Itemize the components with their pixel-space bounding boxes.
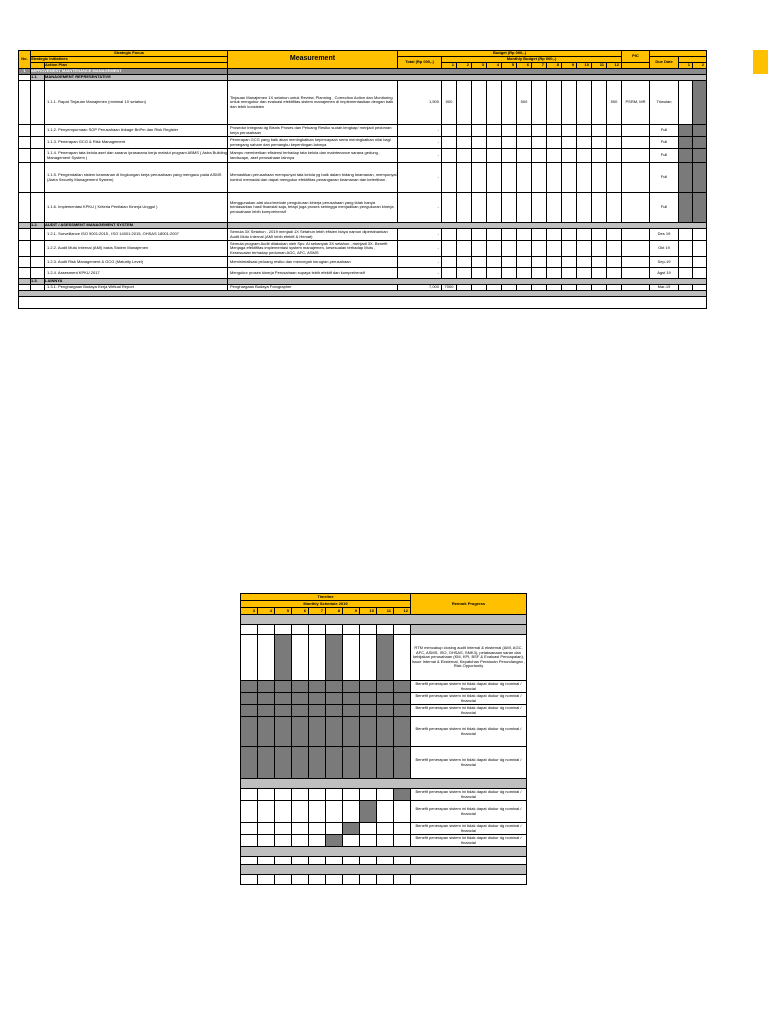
header-due-date: Due Date (650, 57, 679, 69)
section-no: 1 (19, 69, 31, 75)
remark-text: Benefit penerapan sistem ini tidak dapat diukur dg nominal / financial (411, 789, 527, 801)
remark-text: Benefit penerapan sistem ini tidak dapat diukur dg nominal / financial (411, 717, 527, 747)
timeline-table (240, 593, 527, 885)
remark-progress-header: Remark Progress (411, 594, 527, 615)
timeline-row (241, 801, 527, 823)
schedule-month: 11 (377, 608, 394, 615)
timeline-row (241, 693, 527, 705)
monthly-schedule-header: Monthly Schedule 2019 (241, 601, 411, 608)
month-header: 1 (442, 63, 457, 69)
table-row: 1.2.4. Assesment KPKU 2017 Mengukur proses kinerja Perusahaan supaya lebih efektif dan komprehensif - Agst 19 (19, 268, 707, 279)
header-no: No. (19, 51, 31, 69)
month-header: 4 (487, 63, 502, 69)
remark-text: Benefit penerapan sistem ini tidak dapat diukur dg nominal / financial (411, 835, 527, 847)
month-header: 9 (562, 63, 577, 69)
action-plan-table (18, 50, 707, 309)
schedule-month: 3 (241, 608, 258, 615)
month-header: 5 (502, 63, 517, 69)
timeline-row (241, 705, 527, 717)
header-action-plan: Action Plan (45, 63, 228, 69)
timeline-header: Timeline (241, 594, 411, 601)
remark-text: Benefit penerapan sistem ini tidak dapat diukur dg nominal / financial (411, 747, 527, 779)
row-month-12: 500 (607, 81, 622, 125)
timeline-row (241, 681, 527, 693)
timeline-row (241, 747, 527, 779)
table-row: 1.2.3. Audit Risk Management & GCG (Maturity Level) Meminimalisasi peluang resiko dan mencegah kerugian perusahaan - Sep-19 (19, 257, 707, 268)
timeline-row (241, 835, 527, 847)
header-strategic-focus: Strategic Focus (31, 51, 228, 57)
schedule-month: 8 (326, 608, 343, 615)
month-header: 11 (592, 63, 607, 69)
row-total: 1,500 (398, 81, 442, 125)
timeline-month-header: 2 (693, 63, 707, 69)
subsection-title: LAINNYA (45, 279, 228, 285)
month-header: 6 (517, 63, 532, 69)
action-plan-sheet (18, 50, 768, 309)
table-row (19, 81, 707, 125)
header-measurement: Measurement (228, 51, 398, 69)
table-row: 1.1.6. Implementasi KPKU ( Kriteria Penilaian Kinerja Unggul ) Menggunakan alat ukur/metode pengukuran kinerja perusahaan yang tidak hanya berdasarkan hasil finansial saja, tetapi juga proses sehingga menjadikan pengukuran kinerja perusahaan lebih komprehensif - Full (19, 193, 707, 223)
schedule-month: 7 (309, 608, 326, 615)
table-row: 1.1.5. Pengendalian sistem keamanan di lingkungan kerja perusahaan yang mengacu pada ASMS (Astra Security Management System) Memastikan perusahaan mempunyai tata kelola yg baik dalam bidang keamanan, mempunyai kontrol memadai dan dapat mengukur efektifitas penanganan keamanan dan ketertiban . - Full (19, 163, 707, 193)
timeline-row (241, 635, 527, 681)
header-strategic-initiatives: Strategic Initiatives (31, 57, 228, 63)
remark-text: Benefit penerapan sistem ini tidak dapat diukur dg nominal / financial (411, 705, 527, 717)
timeline-row (241, 823, 527, 835)
row-measurement: Tinjauan Manajemen 1X setahun untuk Review, Planning , Correction Action dan Monitoring untuk mengukur dan evaluasi efektifitas sistem manajemen di implementasikan dengan baik dan lebih konsisten (228, 81, 398, 125)
month-header: 12 (607, 63, 622, 69)
timeline-sheet (240, 593, 528, 885)
header-pic: PIC (622, 51, 650, 63)
subsection-no: 1.3. (31, 279, 45, 285)
table-row: 1.2.1. Surveillance ISO 9001:2015 , ISO 14001:2015, OHSAS 18001:2007 Semula 3X Setahun , 2019 menjadi 1X Setahun lebih efisien biaya namun dipertahankan Audit Mutu Internal (AMI lebih efektif & Hemat) - Des 19 (19, 229, 707, 241)
section-title: IMPROVEMENT MAINTENANCE MANAGEMENT (31, 69, 228, 75)
month-header: 8 (547, 63, 562, 69)
timeline-row (241, 717, 527, 747)
month-header: 10 (577, 63, 592, 69)
table-row: 1.3.1. Penghargaan Budaya Kerja Writual Report Penghargaan Budaya Fotographer 7,000 7000 Mar-19 (19, 285, 707, 291)
row-due-date: Triwulan (650, 81, 679, 125)
timeline-row (241, 789, 527, 801)
timeline-month-header: 1 (679, 63, 693, 69)
remark-text: Benefit penerapan sistem ini tidak dapat diukur dg nominal / financial (411, 693, 527, 705)
row-code: 1.1.1. (47, 99, 58, 105)
subsection-title: MANAGEMENT REPRESENTATIVE (45, 75, 228, 81)
schedule-month: 5 (275, 608, 292, 615)
subsection-no: 1.1. (31, 75, 45, 81)
table-row: 1.1.3. Penerapan GCG & Risk Management Penerapan GCG yang baik akan meningkatkan kepercayaan serta meningkatkan nilai bagi pemegang saham dan pemangku kepentingan lainnya - Full (19, 137, 707, 149)
schedule-month: 4 (258, 608, 275, 615)
schedule-month: 10 (360, 608, 377, 615)
row-action: Rapat Tinjauan Manajemen (minimal 1X setahun) (58, 99, 146, 105)
subsection-title: AUDIT / ASESSMENT MANAGEMENT SYSTEM (45, 223, 228, 229)
month-header: 7 (532, 63, 547, 69)
remark-text: Benefit penerapan sistem ini tidak dapat diukur dg nominal / financial (411, 801, 527, 823)
blank-row (19, 297, 707, 309)
header-monthly-budget: Monthly Budget (Rp 000,-) (442, 57, 622, 63)
table-row: 1.1.4. Penerapan tata kelola aset dan sarana /prasarana kerja melalui program ABMS ( Astra Building Management System ) Mampu memberikan efisiensi terhadap tata kelola dan maintenance sarana gedung , landscape, aset perusahaan lainnya - Full (19, 149, 707, 163)
row-month-6: 500 (517, 81, 532, 125)
remark-text: RTM mencakup closing audit internal & eksternal (AMI, AGC, AFC, ASMS, ISO, OHSAS, SMK3), pelaksanaan saran dan kebijakan perusahaan (KM, KPI, BSF & Evaluasi Pencapaian), Issue Internal & Eksternal, Kepatuhan Peraturan Perundangan , Risk Opportunity (411, 635, 527, 681)
schedule-month: 9 (343, 608, 360, 615)
row-pic: PSRM, MR (622, 81, 650, 125)
remark-text: Benefit penerapan sistem ini tidak dapat diukur dg nominal / financial (411, 823, 527, 835)
schedule-month: 12 (394, 608, 411, 615)
month-header: 2 (457, 63, 472, 69)
header-total: Total (Rp 000,-) (398, 57, 442, 69)
table-row: 1.2.2. Audit Mutu Internal (AMI) basis Sistem Manajemen Semula program Audit dilakukan oleh Spv. AI sebanyak 3X setahun , menjadi 3X. Benefit Menjaga efektifitas implementasi system manajemen, kesesuaian terhadap Mutu , Kesesuaian terhadap pedoman AGC, AFC, ASMS - Okt 19 (19, 241, 707, 257)
schedule-month: 6 (292, 608, 309, 615)
month-header: 3 (472, 63, 487, 69)
header-budget: Budget (Rp 000,-) (398, 51, 622, 57)
row-month-1: 500 (442, 81, 457, 125)
remark-text: Benefit penerapan sistem ini tidak dapat diukur dg nominal / financial (411, 681, 527, 693)
table-row: 1.1.2. Penyempurnaan SOP Perusahaan linkage BnPm dan Risk Register Prosedur integrasi dg Bisnis Proses dan Peluang Resiko sudah lengkap/ menjadi pedoman kerja perusahaan - Full (19, 125, 707, 137)
subsection-no: 1.2. (31, 223, 45, 229)
